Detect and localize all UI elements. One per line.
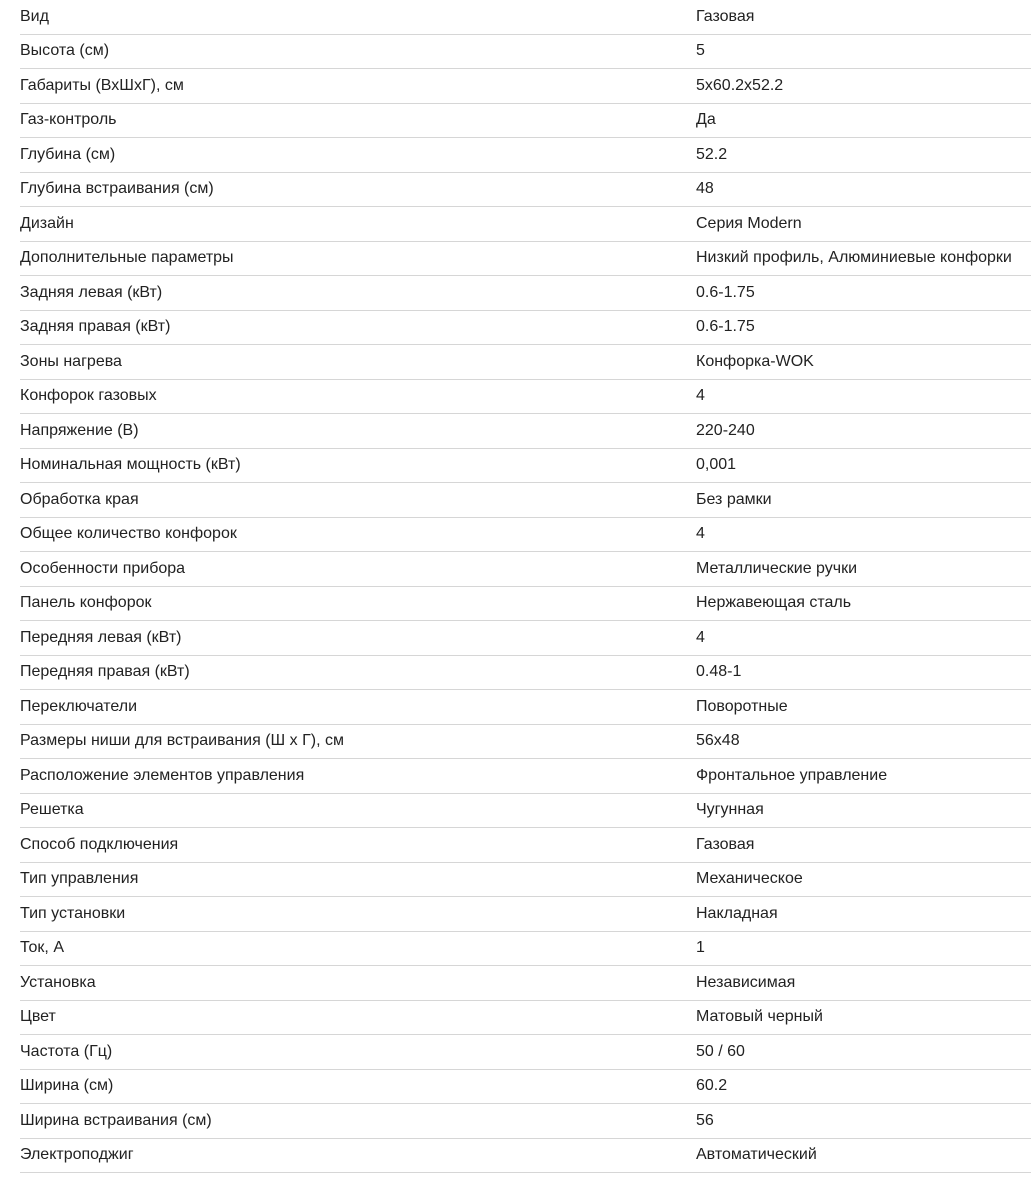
spec-name: Зоны нагрева — [20, 352, 122, 370]
spec-value: 220-240 — [696, 421, 755, 439]
spec-row — [20, 380, 1031, 415]
spec-name: Передняя левая (кВт) — [20, 628, 182, 646]
spec-row — [20, 1035, 1031, 1070]
spec-name: Дизайн — [20, 214, 74, 232]
spec-name: Частота (Гц) — [20, 1042, 113, 1060]
spec-name: Номинальная мощность (кВт) — [20, 456, 241, 474]
spec-row — [20, 725, 1031, 760]
spec-value: Газовая — [696, 7, 755, 25]
spec-name: Тип управления — [20, 870, 139, 888]
spec-value: 1 — [696, 939, 705, 957]
spec-value: 50 / 60 — [696, 1042, 745, 1060]
spec-value: 0.6-1.75 — [696, 283, 755, 301]
spec-row — [20, 69, 1031, 104]
spec-value: Нержавеющая сталь — [696, 594, 852, 612]
spec-value: 52.2 — [696, 145, 728, 163]
spec-row — [20, 207, 1031, 242]
spec-row — [20, 552, 1031, 587]
spec-value: Поворотные — [696, 697, 788, 715]
spec-name: Электроподжиг — [20, 1146, 134, 1164]
spec-row — [20, 897, 1031, 932]
spec-value: Газовая — [696, 835, 755, 853]
spec-row — [20, 518, 1031, 553]
spec-value: 4 — [696, 387, 705, 405]
spec-name: Решетка — [20, 801, 84, 819]
spec-name: Задняя правая (кВт) — [20, 318, 171, 336]
spec-name: Установка — [20, 973, 96, 991]
spec-value: 0,001 — [696, 456, 737, 474]
spec-row — [20, 173, 1031, 208]
spec-row — [20, 138, 1031, 173]
spec-value: 56 — [696, 1111, 714, 1129]
spec-value: Без рамки — [696, 490, 772, 508]
spec-name: Расположение элементов управления — [20, 766, 305, 784]
spec-name: Газ-контроль — [20, 111, 117, 129]
spec-name: Ширина встраивания (см) — [20, 1111, 212, 1129]
spec-row — [20, 414, 1031, 449]
spec-value: 5 — [696, 42, 705, 60]
spec-row — [20, 104, 1031, 139]
spec-value: Металлические ручки — [696, 559, 858, 577]
spec-row — [20, 311, 1031, 346]
spec-name: Ширина (см) — [20, 1077, 114, 1095]
spec-value: Механическое — [696, 870, 803, 888]
spec-row — [20, 242, 1031, 277]
spec-row — [20, 449, 1031, 484]
spec-name: Дополнительные параметры — [20, 249, 234, 267]
spec-row — [20, 828, 1031, 863]
spec-name: Цвет — [20, 1008, 56, 1026]
spec-name: Панель конфорок — [20, 594, 152, 612]
spec-value: 4 — [696, 628, 705, 646]
spec-row — [20, 759, 1031, 794]
spec-row — [20, 276, 1031, 311]
spec-value: 48 — [696, 180, 714, 198]
spec-value: 60.2 — [696, 1077, 728, 1095]
spec-name: Высота (см) — [20, 42, 110, 60]
spec-name: Размеры ниши для встраивания (Ш х Г), см — [20, 732, 344, 750]
spec-value: 0.6-1.75 — [696, 318, 755, 336]
spec-value: Накладная — [696, 904, 778, 922]
spec-name: Общее количество конфорок — [20, 525, 237, 543]
spec-row — [20, 1139, 1031, 1174]
spec-row — [20, 0, 1031, 35]
spec-value: 0.48-1 — [696, 663, 742, 681]
spec-row — [20, 794, 1031, 829]
spec-name: Особенности прибора — [20, 559, 186, 577]
spec-row — [20, 656, 1031, 691]
spec-row — [20, 1070, 1031, 1105]
spec-value: Серия Modern — [696, 214, 802, 232]
spec-row — [20, 483, 1031, 518]
spec-row — [20, 932, 1031, 967]
specs-table — [20, 0, 1031, 1173]
spec-name: Глубина встраивания (см) — [20, 180, 214, 198]
spec-row — [20, 1104, 1031, 1139]
spec-name: Габариты (ВхШхГ), см — [20, 76, 184, 94]
spec-name: Ток, А — [20, 939, 64, 957]
spec-row — [20, 35, 1031, 70]
spec-name: Вид — [20, 7, 49, 25]
spec-value: Низкий профиль, Алюминиевые конфорки — [696, 249, 1012, 267]
spec-row — [20, 863, 1031, 898]
spec-value: 4 — [696, 525, 705, 543]
spec-row — [20, 345, 1031, 380]
spec-name: Тип установки — [20, 904, 126, 922]
spec-name: Способ подключения — [20, 835, 179, 853]
spec-name: Задняя левая (кВт) — [20, 283, 163, 301]
spec-row — [20, 1001, 1031, 1036]
spec-name: Напряжение (В) — [20, 421, 139, 439]
spec-name: Передняя правая (кВт) — [20, 663, 190, 681]
spec-value: Автоматический — [696, 1146, 817, 1164]
spec-value: 56x48 — [696, 732, 740, 750]
spec-row — [20, 966, 1031, 1001]
spec-value: Фронтальное управление — [696, 766, 888, 784]
spec-row — [20, 621, 1031, 656]
spec-name: Конфорок газовых — [20, 387, 157, 405]
spec-name: Глубина (см) — [20, 145, 116, 163]
spec-row — [20, 587, 1031, 622]
spec-value: Матовый черный — [696, 1008, 823, 1026]
spec-value: Чугунная — [696, 801, 764, 819]
spec-value: Да — [696, 111, 716, 129]
spec-name: Переключатели — [20, 697, 138, 715]
spec-row — [20, 690, 1031, 725]
spec-value: Конфорка-WOK — [696, 352, 814, 370]
spec-value: 5x60.2x52.2 — [696, 76, 784, 94]
spec-name: Обработка края — [20, 490, 139, 508]
spec-value: Независимая — [696, 973, 796, 991]
